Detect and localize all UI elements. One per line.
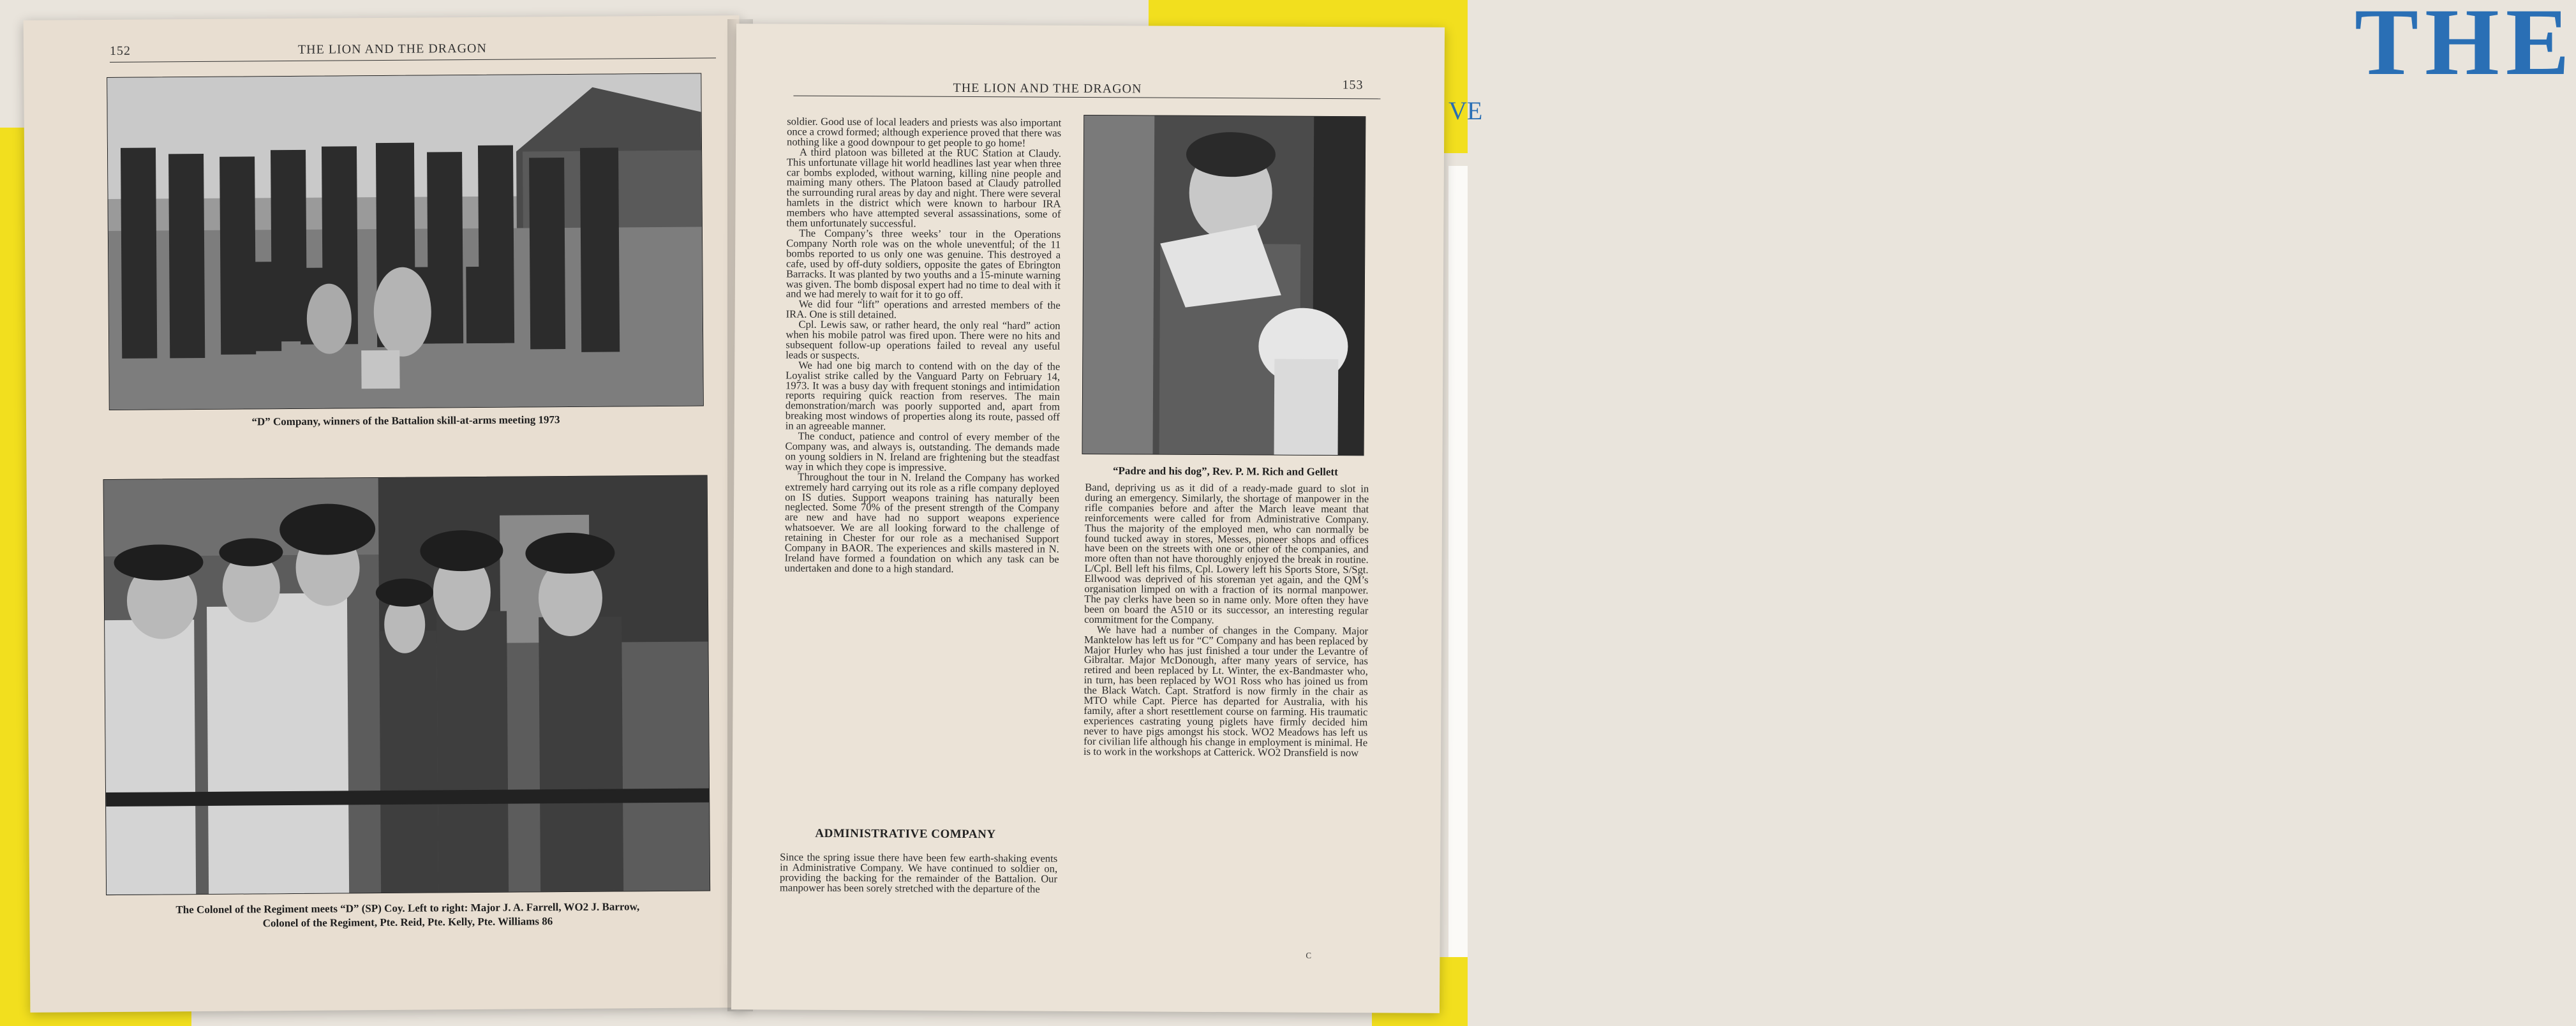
colonel-meets-coy-photo [103, 475, 711, 895]
paragraph: Since the spring issue there have been few earth-shaking events in Administrative Company. We have continued to soldier on, providing the backing for the remainder of the Battalion. Our manpower has been sorely stretched with the departure of the [779, 851, 1058, 895]
page-number-right: 153 [1342, 78, 1364, 93]
paragraph: Band, depriving us as it did of a ready-made guard to slot in during an emergency. Similarly, the shortage of manpower in the rifle companies before and after the March leave meant that reinforcements were called for from Administrative Company. Thus the majority of the employed men, who can normally be found tucked away in stores, Messes, pioneer shops and offices have been on the streets with one or other of the companies, and more often than not have thoroughly enjoyed the break in routine. L/Cpl. Bell left his films, Cpl. Lowery left his Sports Store, S/Sgt. Ellwood was deprived of his storeman yet again, and the QM’s organisation limped on with a fraction of its normal manpower. The pay clerks have been so in name only. More often they have been on board the A510 or its successor, an interesting regular commitment for the Company. [1084, 480, 1369, 626]
paragraph: A third platoon was billeted at the RUC Station at Claudy. This unfortunate village hit world headlines last year when three car bombs exploded, without warning, killing nine people and maiming many others. The Platoon based at Claudy patrolled the surrounding rural areas by day and night. There were several hamlets in the district which were known to harbour IRA members who have attempted several assassinations, some of them unfortunately successful. [786, 145, 1062, 230]
paragraph: The Company’s three weeks’ tour in the Operations Company North role was on the whole uneventful; of the 11 bombs reported to us only one was genuine. This destroyed a cafe, used by off-duty soldiers, opposite the gates of Ebrington Barracks. It was planted by two youths and a 15-minute warning was given. The bomb disposal expert had no time to deal with it and we had merely to wait for it to go off. [785, 227, 1061, 301]
paragraph: We have had a number of changes in the Company. Major Manktelow has left us for “C” Company and has been replaced by Major Hurley who has just finished a tour under the Levantre of Gibraltar. Major McDonough, after many years of service, has retired and been replaced by Lt. Winter, the ex-Bandmaster who, in turn, has been replaced by WO1 Ross who has joined us from the Black Watch. Capt. Stratford is now firmly in the chair as MTO while Capt. Pierce has departed for Australia, with his family, after a short resettlement course on farming. His traumatic experiences castrating young piglets have firmly decided him never to have pigs amongst his stock. WO2 Meadows has left us for civilian life although his change in employment is minimal. He is to work in the workshops at Catterick. WO2 Dransfield is now [1083, 623, 1369, 759]
right-page [731, 24, 1445, 1013]
magazine-cover-title: THE [2355, 0, 2576, 95]
paragraph: We did four “lift” operations and arrested members of the IRA. One is still detained. [785, 297, 1061, 321]
background-paper-strip [1448, 166, 1468, 963]
company-group-photo [107, 73, 704, 410]
article-column-2 [1083, 482, 1369, 758]
paragraph: Throughout the tour in N. Ireland the Company has worked extremely hard carrying out its role as a rifle company deployed on IS duties. Support weapons training has naturally been neglected. Some 70% of the present strength of the Company are new and have had no support weapons experience whatsoever. We are all looking forward to the challenge of retaining in Chester for our role as a mechanised Support Company in BAOR. The experiences and skills mastered in N. Ireland have formed a foundation on which any task can be undertaken and done to a high standard. [784, 470, 1060, 575]
paragraph: Cpl. Lewis saw, or rather heard, the only real “hard” action when his mobile patrol was fired upon. There were no hits and subsequent follow-up operations failed to reveal any useful leads or suspects. [785, 318, 1061, 361]
running-title-right: THE LION AND THE DRAGON [953, 80, 1142, 96]
header-rule-left [110, 57, 716, 63]
paragraph: We had one big march to contend with on the day of the Loyalist strike called by the Vanguard Party on February 14, 1973. It was a busy day with frequent stonings and intimidation reports requiring quick reaction from reserves. The main demonstration/march was poorly supported and, apart from breaking most windows of properties along its route, passed off in an agreeable manner. [785, 359, 1061, 433]
paragraph: The conduct, patience and control of every member of the Company was, and always is, outstanding. The demands made on young soldiers in N. Ireland are frightening but the steadfast way in which they cope is impressive. [785, 429, 1060, 473]
colonel-photo-caption-line1: The Colonel of the Regiment meets “D” (SP) Coy. Left to right: Major J. A. Farrell, WO2 J. Barrow, [175, 900, 640, 916]
section-heading-administrative-company: ADMINISTRATIVE COMPANY [815, 826, 996, 842]
signature-mark: C [1306, 950, 1312, 960]
page-number-left: 152 [109, 43, 131, 58]
padre-photo-caption: “Padre and his dog”, Rev. P. M. Rich and Gellett [1112, 465, 1338, 479]
running-title-left: THE LION AND THE DRAGON [297, 41, 487, 57]
paragraph: soldier. Good use of local leaders and priests was also important once a crowd formed; although experience proved that there was nothing like a good downpour to get people to go home! [787, 115, 1062, 149]
left-page [24, 15, 747, 1013]
magazine-side-text: VE [1448, 96, 1483, 125]
colonel-photo-caption-line2: Colonel of the Regiment, Pte. Reid, Pte. Kelly, Pte. Williams 86 [262, 915, 553, 930]
group-photo-caption: “D” Company, winners of the Battalion skill-at-arms meeting 1973 [251, 413, 560, 428]
article-column-1 [785, 117, 1062, 575]
padre-and-dog-photo [1082, 115, 1366, 456]
article-column-1-admin [780, 852, 1057, 894]
